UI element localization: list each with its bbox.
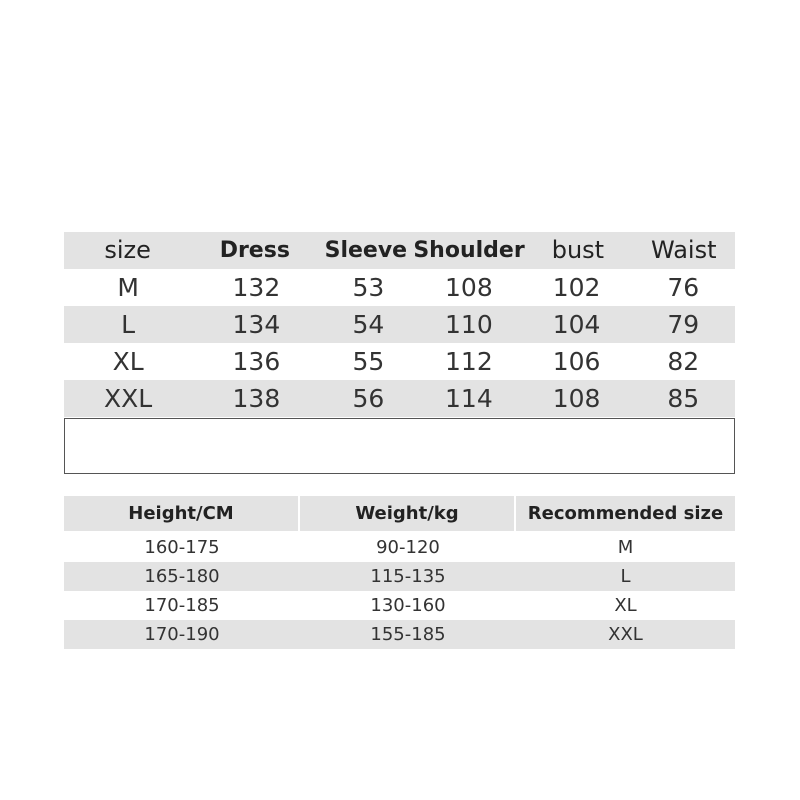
table-cell: 108 bbox=[552, 384, 601, 413]
recommendation-header-height: Height/CM bbox=[64, 496, 300, 531]
table-cell: 132 bbox=[232, 273, 281, 302]
table-cell: 108 bbox=[445, 273, 493, 302]
table-cell: XL bbox=[112, 347, 144, 376]
table-cell: 104 bbox=[552, 310, 601, 339]
table-cell: XXL bbox=[104, 384, 153, 413]
recommendation-header-size: Recommended size bbox=[527, 503, 724, 524]
table-cell: 155-185 bbox=[370, 624, 446, 645]
table-cell: 115-135 bbox=[370, 566, 446, 587]
size-chart-header-shoulder: Shoulder bbox=[413, 238, 525, 263]
table-cell: 85 bbox=[667, 384, 700, 413]
table-cell: 112 bbox=[445, 347, 493, 376]
size-chart-header-size: size bbox=[104, 236, 151, 264]
table-cell: M bbox=[117, 273, 139, 302]
table-row bbox=[64, 343, 735, 380]
table-cell: 134 bbox=[232, 310, 281, 339]
recommendation-header-row bbox=[64, 496, 735, 531]
table-cell: 79 bbox=[667, 310, 700, 339]
size-chart-table bbox=[64, 232, 735, 417]
size-chart-header-dress: Dress bbox=[219, 238, 290, 263]
table-cell: XL bbox=[614, 595, 637, 616]
table-cell: 138 bbox=[232, 384, 281, 413]
table-cell: 110 bbox=[445, 310, 493, 339]
table-row bbox=[64, 269, 735, 306]
table-cell: 55 bbox=[352, 347, 385, 376]
table-cell: 53 bbox=[352, 273, 385, 302]
table-cell: 76 bbox=[667, 273, 700, 302]
table-cell: 170-190 bbox=[144, 624, 220, 645]
table-cell: 114 bbox=[445, 384, 493, 413]
table-cell: L bbox=[121, 310, 136, 339]
table-row bbox=[64, 533, 735, 562]
size-chart-header-bust: bust bbox=[551, 236, 605, 264]
table-cell: 102 bbox=[552, 273, 601, 302]
table-cell: M bbox=[617, 537, 634, 558]
recommendation-header-weight: Weight/kg bbox=[300, 496, 516, 531]
table-cell: L bbox=[620, 566, 631, 587]
table-cell: 54 bbox=[352, 310, 385, 339]
table-row bbox=[64, 620, 735, 649]
table-cell: 106 bbox=[552, 347, 601, 376]
size-chart-header-sleeve: Sleeve bbox=[324, 238, 408, 263]
table-cell: 170-185 bbox=[144, 595, 220, 616]
table-row bbox=[64, 380, 735, 417]
table-row bbox=[64, 562, 735, 591]
empty-box bbox=[64, 418, 735, 474]
table-cell: 82 bbox=[667, 347, 700, 376]
table-row bbox=[64, 306, 735, 343]
size-recommendation-table bbox=[64, 496, 735, 649]
table-cell: 130-160 bbox=[370, 595, 446, 616]
size-chart-header-waist: Waist bbox=[651, 236, 717, 264]
table-cell: 136 bbox=[232, 347, 281, 376]
table-row bbox=[64, 591, 735, 620]
size-chart-header-row bbox=[64, 232, 735, 269]
table-cell: 90-120 bbox=[376, 537, 440, 558]
table-cell: 160-175 bbox=[144, 537, 220, 558]
table-cell: 165-180 bbox=[144, 566, 220, 587]
table-cell: 56 bbox=[352, 384, 385, 413]
table-cell: XXL bbox=[608, 624, 643, 645]
